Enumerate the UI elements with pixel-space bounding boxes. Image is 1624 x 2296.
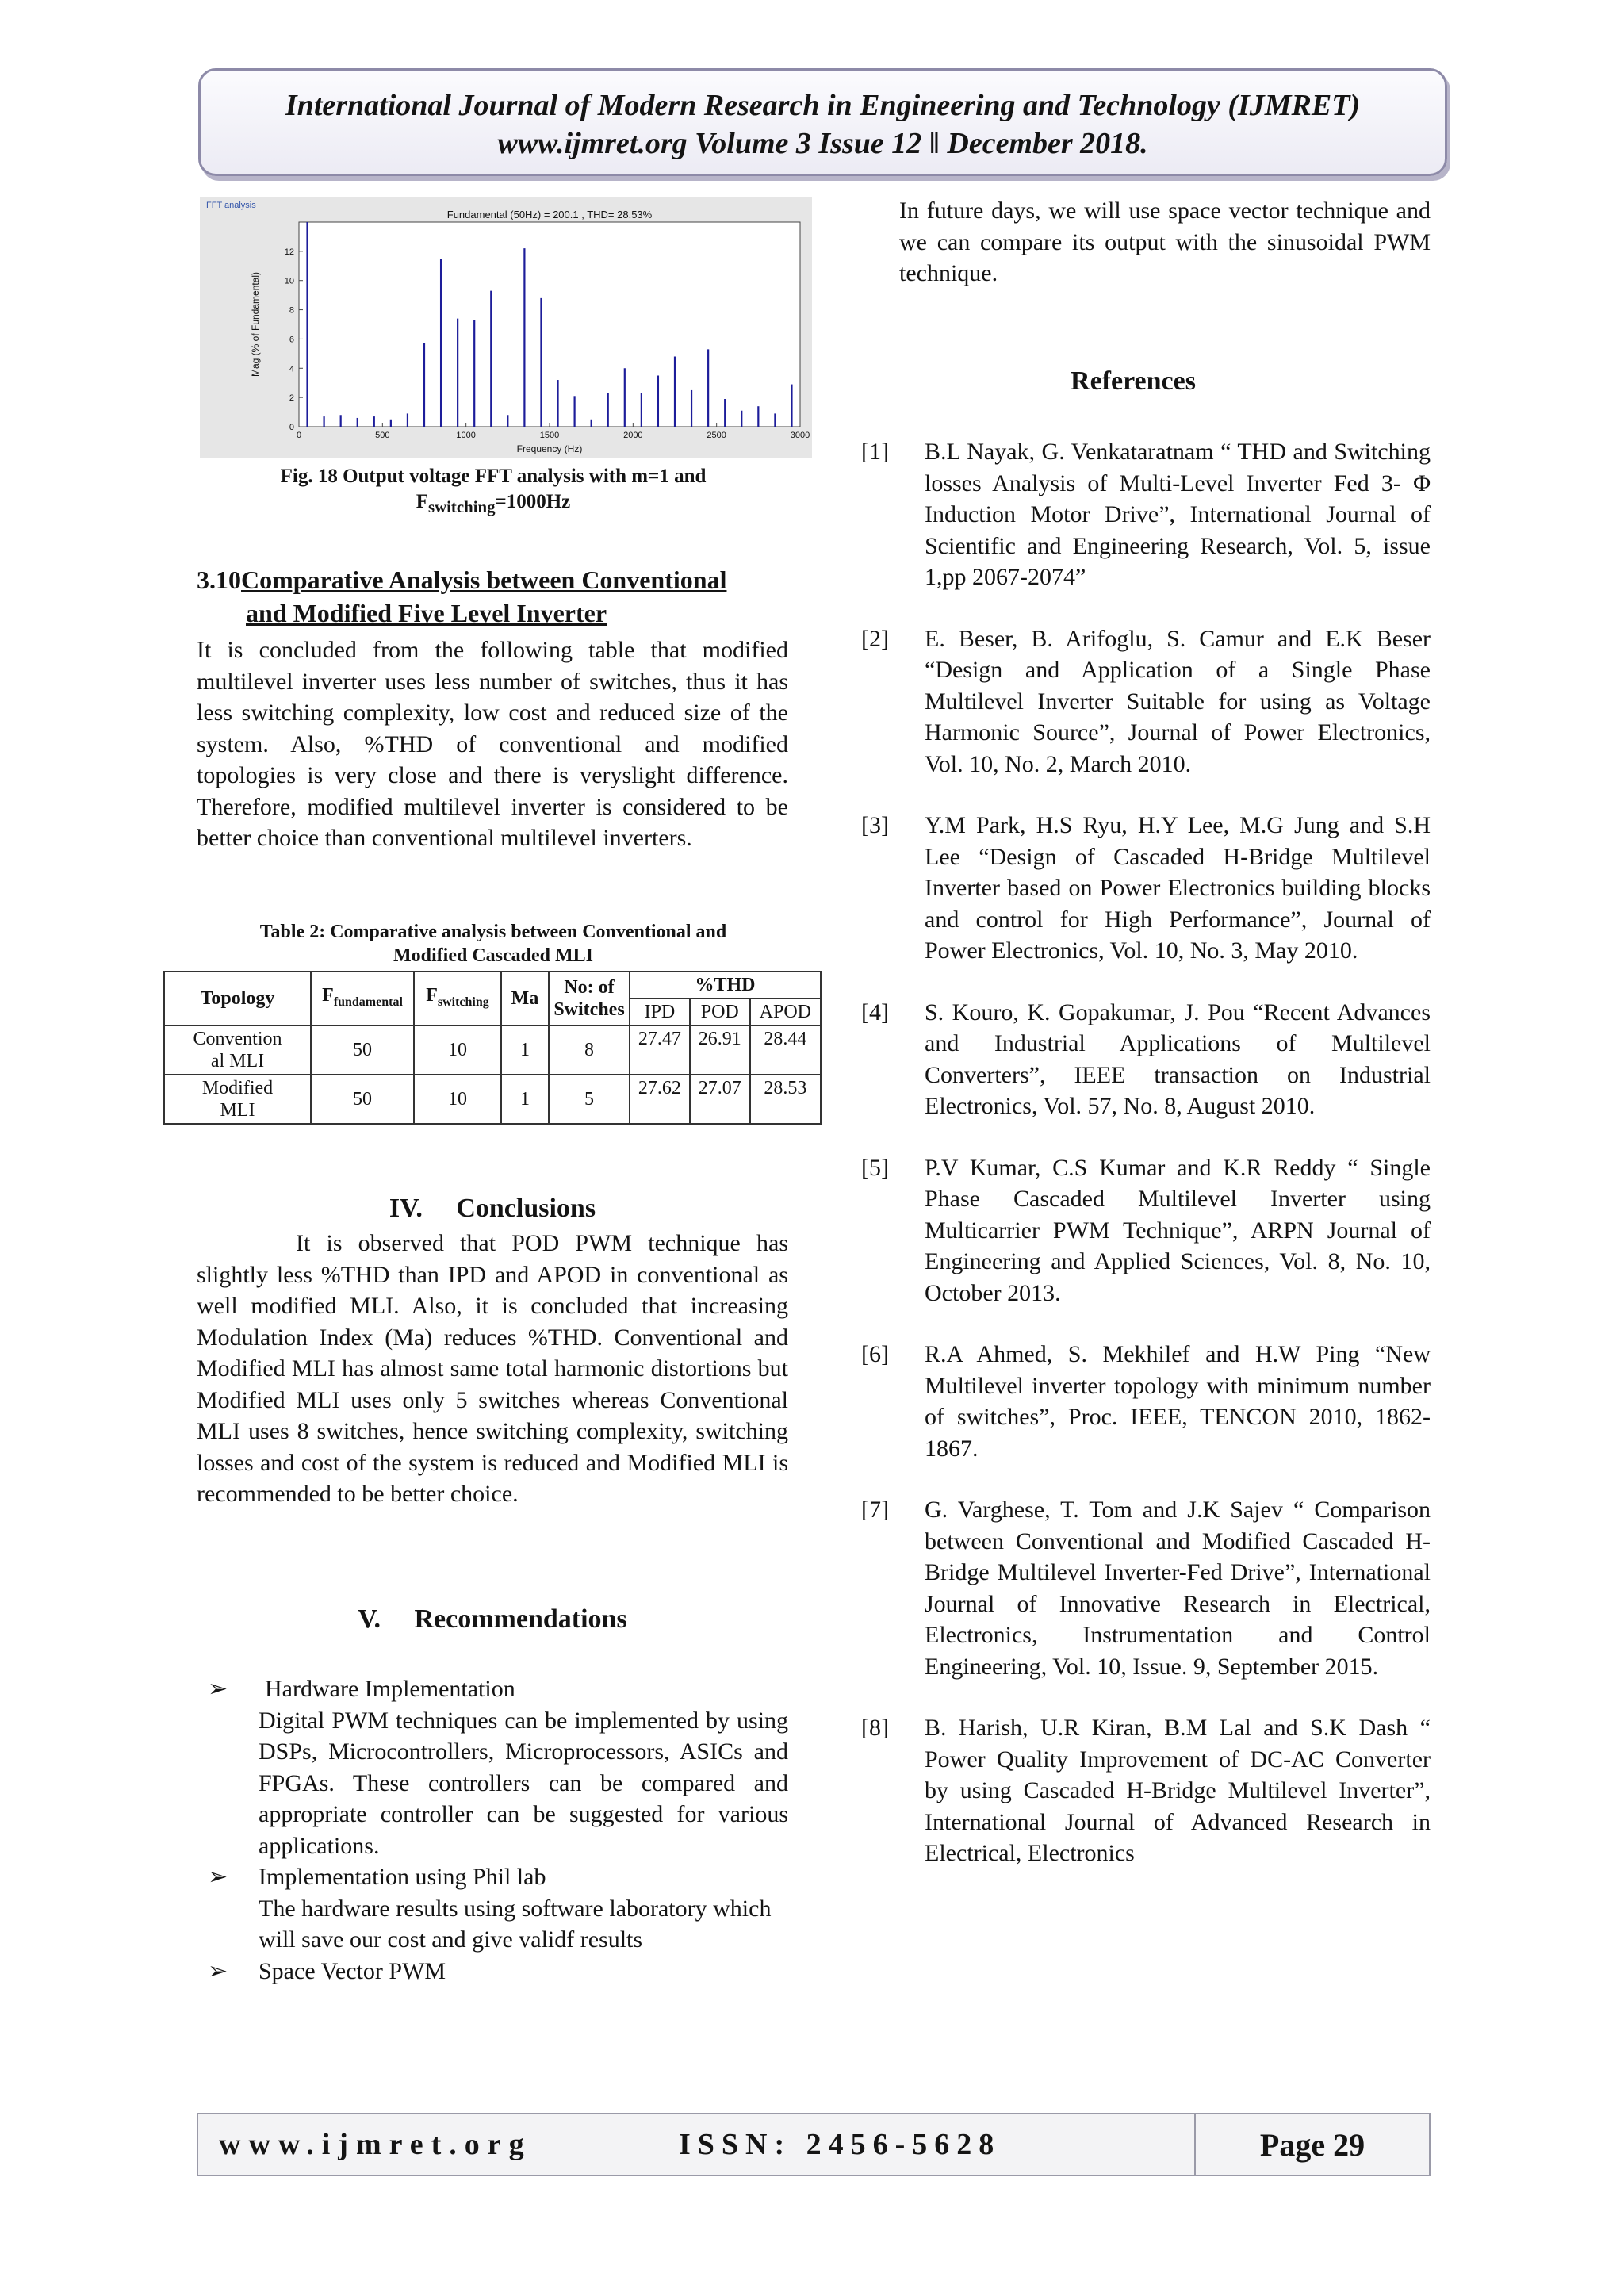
references-list	[861, 436, 1431, 1899]
section-title-line2: and Modified Five Level Inverter	[246, 599, 607, 627]
future-work-text: In future days, we will use space vector technique and we can compare its output with the sinusoidal PWM technique.	[899, 197, 1431, 286]
cell-pod: 27.07	[690, 1075, 750, 1124]
caption-rest: =1000Hz	[495, 491, 571, 512]
reference-number: [4]	[861, 999, 889, 1025]
section-title-line1: Comparative Analysis between Conventional	[241, 565, 727, 594]
cell-apod: 28.44	[750, 1025, 821, 1075]
cell-ffund: 50	[311, 1025, 414, 1075]
header-ffund-sub: fundamental	[333, 995, 403, 1009]
x-tick-label: 1000	[456, 431, 476, 440]
bullet-arrow-icon: ➢	[208, 1957, 228, 1984]
figure-caption-line2	[200, 489, 787, 519]
list-item	[208, 1861, 788, 1956]
reference-item	[861, 1339, 1431, 1464]
table-caption-line2: Modified Cascaded MLI	[393, 945, 593, 966]
reference-item	[861, 623, 1431, 780]
reference-item	[861, 436, 1431, 593]
footer-page-number: Page 29	[1259, 2126, 1365, 2163]
recommendation-title: Implementation using Phil lab	[259, 1864, 546, 1890]
x-tick-label: 2000	[623, 431, 643, 440]
header-apod: APOD	[750, 999, 821, 1025]
y-tick-label: 10	[284, 276, 294, 286]
recommendations-title: Recommendations	[414, 1604, 627, 1634]
conclusions-number: IV.	[389, 1194, 423, 1223]
header-topology: Topology	[164, 972, 311, 1025]
conclusions-title: Conclusions	[456, 1194, 596, 1223]
reference-number: [3]	[861, 812, 889, 838]
reference-number: [5]	[861, 1154, 889, 1181]
conclusions-heading	[197, 1194, 788, 1224]
list-item	[208, 1673, 788, 1861]
figure-caption-line1: Fig. 18 Output voltage FFT analysis with m=1 and	[280, 466, 707, 487]
journal-title: International Journal of Modern Research in Engineering and Technology (IJMRET)	[285, 89, 1361, 122]
header-switches-l1: No: of	[564, 977, 615, 998]
references-heading: References	[1071, 366, 1196, 396]
caption-sub: switching	[428, 497, 496, 516]
cell-topology	[164, 1025, 311, 1075]
cell-topology-l2: al MLI	[210, 1051, 265, 1071]
cell-fsw: 10	[414, 1025, 501, 1075]
recommendation-desc: Digital PWM techniques can be implemented by using DSPs, Microcontrollers, Microprocessors, ASICs and FPGAs. These controllers can be compared and appropriate controller can be suggested for various applications.	[259, 1707, 788, 1859]
cell-switches: 8	[549, 1025, 630, 1075]
reference-number: [2]	[861, 625, 889, 652]
x-tick-label: 500	[375, 431, 390, 440]
reference-text: R.A Ahmed, S. Mekhilef and H.W Ping “New Multilevel inverter topology with minimum number of switches”, Proc. IEEE, TENCON 2010, 1862-1867.	[925, 1341, 1431, 1462]
recommendations-heading	[197, 1604, 788, 1635]
reference-number: [1]	[861, 439, 889, 465]
y-tick-label: 6	[289, 335, 294, 345]
header-ipd: IPD	[630, 999, 690, 1025]
reference-item	[861, 1152, 1431, 1309]
bullet-arrow-icon: ➢	[208, 1864, 228, 1890]
reference-text: B.L Nayak, G. Venkataratnam “ THD and Switching losses Analysis of Multi-Level Inverter Fed 3- Φ Induction Motor Drive”, International Journal of Scientific and Engineering Research, Vol. 5, issue 1,pp 2067-2074”	[925, 439, 1431, 590]
list-item	[208, 1956, 788, 1987]
header-switches-l2: Switches	[553, 999, 625, 1020]
table-row	[164, 1075, 821, 1124]
caption-f: F	[416, 491, 428, 512]
footer-website: www.ijmret.org	[219, 2128, 532, 2161]
header-ffundamental	[311, 972, 414, 1025]
y-tick-label: 2	[289, 393, 294, 404]
cell-fsw: 10	[414, 1075, 501, 1124]
y-tick-label: 8	[289, 305, 294, 316]
reference-item	[861, 1712, 1431, 1869]
plot-area	[299, 222, 800, 427]
y-tick-label: 12	[284, 247, 294, 257]
table-caption	[200, 920, 787, 968]
section-310-heading	[197, 563, 788, 630]
cell-topology-l1: Modified	[201, 1078, 274, 1098]
header-thd: %THD	[630, 972, 821, 999]
cell-ma: 1	[501, 1025, 549, 1075]
fft-figure	[200, 197, 812, 458]
comparison-table	[163, 971, 822, 1125]
reference-text: B. Harish, U.R Kiran, B.M Lal and S.K Dash “ Power Quality Improvement of DC-AC Converter by using Cascaded H-Bridge Multilevel Inverter”, International Journal of Advanced Research in Electrical, Electronics	[925, 1715, 1431, 1866]
recommendation-title: Hardware Implementation	[265, 1676, 515, 1702]
reference-text: G. Varghese, T. Tom and J.K Sajev “ Comparison between Conventional and Modified Cascaded H-Bridge Multilevel Inverter-Fed Drive”, International Journal of Innovative Research in Electrical, Electronics, Instrumentation and Control Engineering, Vol. 10, Issue. 9, September 2015.	[925, 1497, 1431, 1680]
header-fsw-main: F	[426, 984, 438, 1006]
x-tick-label: 3000	[790, 431, 810, 440]
recommendations-list	[208, 1673, 788, 1987]
x-tick-label: 0	[296, 431, 302, 440]
reference-number: [7]	[861, 1497, 889, 1523]
cell-pod: 26.91	[690, 1025, 750, 1075]
reference-number: [6]	[861, 1341, 889, 1367]
reference-text: S. Kouro, K. Gopakumar, J. Pou “Recent Advances and Industrial Applications of Multilevel Converters”, IEEE transaction on Industrial Electronics, Vol. 57, No. 8, August 2010.	[925, 999, 1431, 1119]
cell-topology	[164, 1075, 311, 1124]
cell-ipd: 27.47	[630, 1025, 690, 1075]
header-pod: POD	[690, 999, 750, 1025]
reference-item	[861, 1494, 1431, 1682]
header-fsw-sub: switching	[437, 995, 489, 1009]
page-footer	[197, 2113, 1431, 2176]
cell-ipd: 27.62	[630, 1075, 690, 1124]
cell-switches: 5	[549, 1075, 630, 1124]
reference-item	[861, 810, 1431, 967]
journal-issue: www.ijmret.org Volume 3 Issue 12 ǁ December 2018.	[497, 127, 1148, 160]
y-tick-label: 0	[289, 423, 294, 432]
header-ma: Ma	[501, 972, 549, 1025]
table-row	[164, 1025, 821, 1075]
journal-header	[198, 68, 1447, 176]
cell-topology-l1: Convention	[193, 1029, 282, 1049]
bullet-arrow-icon: ➢	[208, 1676, 228, 1702]
conclusions-body: It is observed that POD PWM technique has slightly less %THD than IPD and APOD in conventional as well modified MLI. Also, it is concluded that increasing Modulation Index (Ma) reduces %THD. Conventional and Modified MLI has almost same total harmonic distortions but Modified MLI uses only 5 switches whereas Conventional MLI uses 8 switches, hence switching complexity, switching losses and cost of the system is reduced and Modified MLI is recommended to be better choice.	[197, 1230, 788, 1507]
reference-number: [8]	[861, 1715, 889, 1741]
reference-item	[861, 997, 1431, 1122]
x-tick-label: 1500	[539, 431, 560, 440]
table-caption-line1: Table 2: Comparative analysis between Conventional and	[259, 922, 727, 942]
header-fswitching	[414, 972, 501, 1025]
y-tick-label: 4	[289, 364, 294, 374]
reference-text: Y.M Park, H.S Ryu, H.Y Lee, M.G Jung and S.H Lee “Design of Cascaded H-Bridge Multilevel Inverter based on Power Electronics building blocks and control for High Performance”, Journal of Power Electronics, Vol. 10, No. 3, May 2010.	[925, 812, 1431, 964]
figure-caption	[200, 464, 787, 519]
recommendations-number: V.	[358, 1604, 381, 1634]
cell-apod: 28.53	[750, 1075, 821, 1124]
chart-title: Fundamental (50Hz) = 200.1 , THD= 28.53%	[446, 209, 653, 220]
figure-panel-label: FFT analysis	[206, 201, 256, 210]
reference-text: E. Beser, B. Arifoglu, S. Camur and E.K Beser “Design and Application of a Single Phase Multilevel Inverter Suitable for using as Voltage Harmonic Source”, Journal of Power Electronics, Vol. 10, No. 2, March 2010.	[925, 625, 1431, 777]
header-switches	[549, 972, 630, 1025]
recommendation-desc: The hardware results using software laboratory which will save our cost and give validf results	[259, 1895, 772, 1953]
cell-topology-l2: MLI	[220, 1100, 255, 1121]
recommendation-title: Space Vector PWM	[259, 1957, 446, 1984]
y-axis-label: Mag (% of Fundamental)	[250, 271, 261, 378]
x-tick-label: 2500	[707, 431, 726, 440]
footer-issn: ISSN: 2456-5628	[663, 2114, 1196, 2175]
section-number: 3.10	[197, 565, 241, 594]
cell-ffund: 50	[311, 1075, 414, 1124]
header-ffund-main: F	[322, 984, 334, 1006]
fft-chart	[200, 197, 812, 458]
reference-text: P.V Kumar, C.S Kumar and K.R Reddy “ Single Phase Cascaded Multilevel Inverter using Multicarrier PWM Technique”, ARPN Journal of Engineering and Applied Sciences, Vol. 8, No. 10, October 2013.	[925, 1154, 1431, 1306]
x-axis-label: Frequency (Hz)	[516, 443, 583, 454]
table-header-row	[164, 972, 821, 999]
section-310-body: It is concluded from the following table that modified multilevel inverter uses less number of switches, thus it has less switching complexity, low cost and reduced size of the system. Also, %THD of conventional and modified topologies is very close and there is veryslight difference. Therefore, modified multilevel inverter is considered to be better choice than conventional multilevel inverters.	[197, 637, 788, 851]
cell-ma: 1	[501, 1075, 549, 1124]
